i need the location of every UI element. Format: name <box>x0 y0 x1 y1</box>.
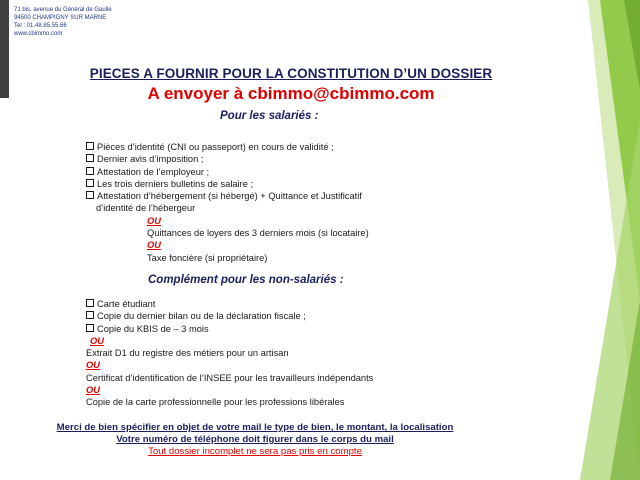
or-label: OU <box>86 360 100 371</box>
address-phone: Tel : 01.48.85.55.66 <box>14 23 67 29</box>
checkbox-icon <box>86 179 94 187</box>
list-item: Copie du dernier bilan ou de la déclaration fiscale ; <box>86 310 373 322</box>
page-title: PIECES A FOURNIR POUR LA CONSTITUTION D’UN DOSSIER <box>89 66 493 81</box>
list-item: Les trois derniers bulletins de salaire ; <box>86 178 369 190</box>
alternative-document: Quittances de loyers des 3 derniers mois (si locataire) <box>147 228 369 239</box>
footer-subject-instruction: Merci de bien spécifier en objet de votre mail le type de bien, le montant, la localisation <box>56 422 454 433</box>
list-item: Dernier avis d’imposition ; <box>86 153 369 165</box>
agency-address-block <box>14 6 112 38</box>
non-salaries-list <box>86 298 373 409</box>
email-instruction[interactable]: A envoyer à cbimmo@cbimmo.com <box>147 84 435 103</box>
footer-incomplete-warning: Tout dossier incomplet ne sera pas pris en compte <box>148 445 362 457</box>
alternative-document: Extrait D1 du registre des métiers pour un artisan <box>86 348 289 359</box>
list-item-continuation: d’identité de l’hébergeur <box>96 203 196 214</box>
or-label: OU <box>86 385 100 396</box>
alternative-document: Copie de la carte professionnelle pour les professions libérales <box>86 397 345 408</box>
checkbox-icon <box>86 324 94 332</box>
list-item: Attestation d’hébergement (si hébergé) + Quittance et Justificatif <box>86 190 369 202</box>
footer-phone-instruction: Votre numéro de téléphone doit figurer dans le corps du mail <box>116 433 394 445</box>
footer-notes <box>0 422 510 457</box>
address-line-1: 71 bis, avenue du Général de Gaulle <box>14 7 112 13</box>
address-website[interactable]: www.cbimmo.com <box>14 31 63 37</box>
checkbox-icon <box>86 191 94 199</box>
checkbox-icon <box>86 142 94 150</box>
list-item: Attestation de l’employeur ; <box>86 166 369 178</box>
checkbox-icon <box>86 299 94 307</box>
checkbox-icon <box>86 311 94 319</box>
salaries-list <box>86 141 369 264</box>
or-label: OU <box>147 215 161 226</box>
or-label: OU <box>147 240 161 251</box>
list-item: Pièces d’identité (CNI ou passeport) en cours de validité ; <box>86 141 369 153</box>
checkbox-icon <box>86 154 94 162</box>
alternative-document: Certificat d’identification de l’INSEE pour les travailleurs indépendants <box>86 372 374 383</box>
checkbox-icon <box>86 167 94 175</box>
address-line-2: 94500 CHAMPIGNY SUR MARNE <box>14 15 107 21</box>
list-item: Copie du KBIS de – 3 mois <box>86 323 373 335</box>
or-label: OU <box>90 335 104 346</box>
non-salaries-heading: Complément pour les non-salariés : <box>148 274 344 286</box>
list-item: Carte étudiant <box>86 298 373 310</box>
alternative-document: Taxe foncière (si propriétaire) <box>147 252 268 263</box>
salaries-heading: Pour les salariés : <box>220 110 319 122</box>
